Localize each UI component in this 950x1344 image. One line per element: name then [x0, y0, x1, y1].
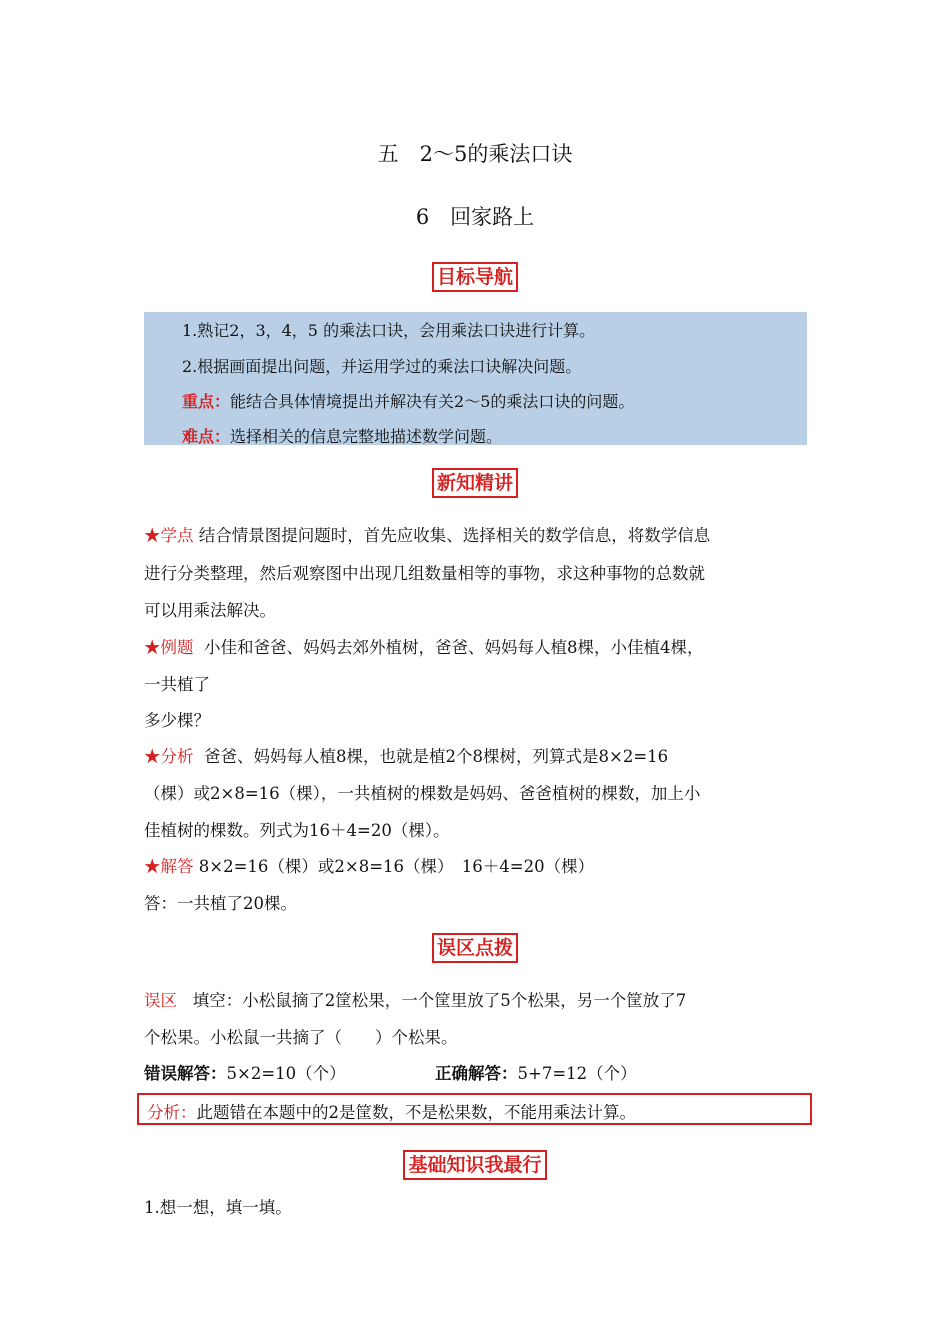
- example-text-1: 小佳和爸爸、妈妈去郊外植树，爸爸、妈妈每人植8棵，小佳植4棵，: [204, 638, 704, 657]
- section-mistakes-label: 误区点拨: [432, 933, 518, 963]
- example-label: ★例题: [144, 638, 194, 657]
- key-point-label: 重点：: [182, 392, 231, 411]
- answer-line-2: 答：一共植了20棵。: [144, 894, 297, 913]
- goal-box: [144, 312, 807, 445]
- difficult-point-text: 选择相关的信息完整地描述数学问题。: [230, 427, 503, 446]
- goal-item-1: 1.熟记2，3，4，5 的乘法口诀，会用乘法口诀进行计算。: [182, 321, 596, 340]
- section-goal-label: 目标导航: [432, 262, 518, 292]
- section-mistakes-heading: [0, 933, 950, 963]
- goal-difficult-point: [182, 424, 502, 447]
- goal-key-point: [182, 389, 634, 412]
- mistake-analysis-label: 分析：: [147, 1103, 197, 1122]
- knowledge-point-line-1: [144, 522, 710, 546]
- mistake-line-1: [144, 987, 686, 1011]
- difficult-point-label: 难点：: [182, 427, 231, 446]
- knowledge-point-label: ★学点: [144, 526, 194, 545]
- wrong-answer: [144, 1060, 346, 1084]
- goal-item-2: 2.根据画面提出问题，并运用学过的乘法口诀解决问题。: [182, 357, 582, 376]
- mistake-analysis: [147, 1099, 636, 1123]
- mistake-text-1: 填空：小松鼠摘了2筐松果，一个筐里放了5个松果，另一个筐放了7: [192, 991, 687, 1010]
- section-new-knowledge-heading: [0, 468, 950, 498]
- answer-label: ★解答: [144, 857, 194, 876]
- example-line-3: 多少棵？: [144, 711, 210, 730]
- right-answer-text: 5+7=12（个）: [517, 1064, 637, 1083]
- right-answer: [435, 1060, 637, 1084]
- analysis-line-1: [144, 743, 668, 767]
- mistake-analysis-text: 此题错在本题中的2是筐数，不是松果数，不能用乘法计算。: [196, 1103, 636, 1122]
- wrong-answer-text: 5×2=10（个）: [226, 1064, 346, 1083]
- knowledge-point-line-2: 进行分类整理，然后观察图中出现几组数量相等的事物，求这种事物的总数就: [144, 564, 705, 583]
- analysis-label: ★分析: [144, 747, 194, 766]
- section-basics-label: 基础知识我最行: [403, 1150, 546, 1180]
- answer-text-1: 8×2=16（棵）或2×8=16（棵） 16＋4=20（棵）: [198, 857, 595, 876]
- knowledge-point-text-1: 结合情景图提问题时，首先应收集、选择相关的数学信息，将数学信息: [198, 526, 711, 545]
- mistake-line-2: 个松果。小松鼠一共摘了（ ）个松果。: [144, 1028, 458, 1047]
- knowledge-point-line-3: 可以用乘法解决。: [144, 601, 276, 620]
- key-point-text: 能结合具体情境提出并解决有关2～5的乘法口诀的问题。: [230, 392, 635, 411]
- unit-title: 五 2～5的乘法口诀: [377, 142, 573, 166]
- mistake-label: 误区: [144, 991, 177, 1010]
- lesson-title: 6 回家路上: [415, 205, 535, 229]
- section-goal-heading: [0, 262, 950, 292]
- wrong-answer-label: 错误解答：: [144, 1064, 227, 1083]
- example-line-2: 一共植了: [144, 675, 210, 694]
- answer-line-1: [144, 853, 594, 877]
- analysis-text-1: 爸爸、妈妈每人植8棵，也就是植2个8棵树，列算式是8×2=16: [204, 747, 669, 766]
- right-answer-label: 正确解答：: [435, 1064, 518, 1083]
- analysis-line-2: （棵）或2×8=16（棵），一共植树的棵数是妈妈、爸爸植树的棵数，加上小: [144, 784, 701, 803]
- section-new-knowledge-label: 新知精讲: [432, 468, 518, 498]
- example-line-1: [144, 634, 704, 658]
- exercise-question-1: 1.想一想，填一填。: [144, 1198, 292, 1217]
- section-basics-heading: [0, 1150, 950, 1180]
- mistake-analysis-box: [137, 1093, 812, 1125]
- analysis-line-3: 佳植树的棵数。列式为16＋4=20（棵）。: [144, 821, 450, 840]
